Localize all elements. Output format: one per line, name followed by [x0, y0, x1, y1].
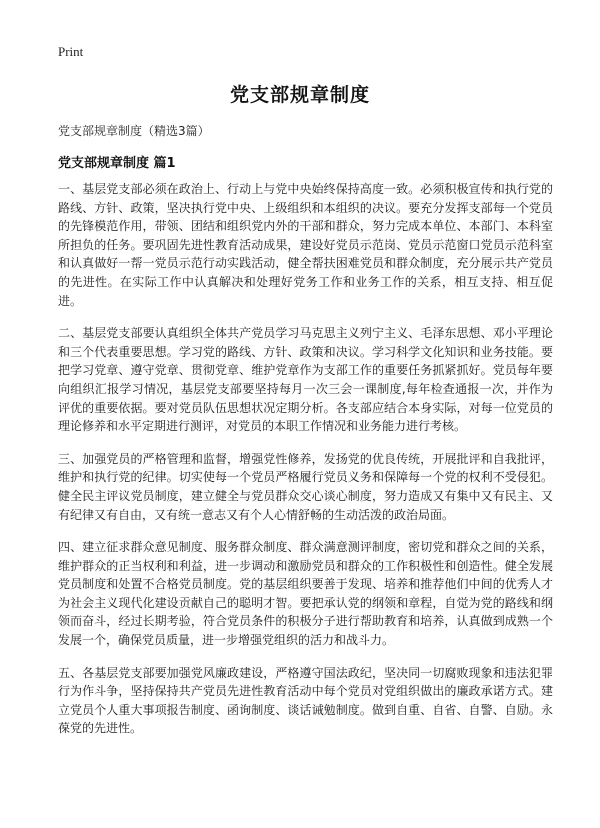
paragraph-1: 一、基层党支部必须在政治上、行动上与党中央始终保持高度一致。必须积极宣传和执行党的路线、方针、政策，坚决执行党中央、上级组织和本组织的决议。要充分发挥支部每一个党员的先锋模范作用，带领、团结和组织党内外的干部和群众，努力完成本单位、本部门、本科室所担负的任务。要巩固先进性教育活动成果，建设好党员示范岗、党员示范窗口党员示范科室和认真做好一帮一党员示范行动实践活动，健全帮扶困难党员和群众制度，充分展示共产党员的先进性。在实际工作中认真解决和处理好党务工作和业务工作的关系，相互支持、相互促进。: [58, 182, 553, 308]
paragraph-3: 三、加强党员的严格管理和监督，增强党性修养，发扬党的优良传统，开展批评和自我批评，维护和执行党的纪律。切实使每一个党员严格履行党员义务和保障每一个党的权利不受侵犯。健全民主评议党员制度，建立健全与党员群众交心谈心制度，努力造成又有集中又有民主、又有纪律又有自由，又有统一意志又有个人心情舒畅的生动活泼的政治局面。: [58, 451, 553, 522]
print-link[interactable]: Print: [58, 44, 84, 59]
paragraph-2: 二、基层党支部要认真组织全体共产党员学习马克思主义列宁主义、毛泽东思想、邓小平理论和三个代表重要思想。学习党的路线、方针、政策和决议。学习科学文化知识和业务技能。要把学习党章、遵守党章、贯彻党章、维护党章作为支部工作的重要任务抓紧抓好。党员每年要向组织汇报学习情况，基层党支部要坚持每月一次三会一课制度,每年检查通报一次，并作为评优的重要依据。要对党员队伍思想状况定期分析。各支部应结合本身实际，对每一位党员的理论修养和水平定期进行测评，对党员的本职工作情况和业务能力进行考核。: [58, 326, 553, 434]
document-body: [58, 180, 553, 752]
paragraph-4: 四、建立征求群众意见制度、服务群众制度、群众满意测评制度，密切党和群众之间的关系，维护群众的正当权利和利益，进一步调动和激励党员和群众的工作积极性和创造性。健全发展党员制度和处置不合格党员制度。党的基层组织要善于发现、培养和推荐他们中间的优秀人才为社会主义现代化建设贡献自己的聪明才智。要把承认党的纲领和章程，自觉为党的路线和纲领而奋斗，经过长期考验，符合党员条件的积极分子进行帮助教育和培养，认真做到成熟一个发展一个，确保党员质量，进一步增强党组织的活力和战斗力。: [58, 540, 553, 648]
paragraph-5: 五、各基层党支部要加强党风廉政建设，严格遵守国法政纪，坚决同一切腐败现象和违法犯罪行为作斗争，坚持保持共产党员先进性教育活动中每个党员对党组织做出的廉政承诺方式。建立党员个人重大事项报告制度、函询制度、谈话诫勉制度。做到自重、自省、自警、自励。永葆党的先进性。: [58, 665, 553, 736]
document-subtitle: 党支部规章制度（精选3篇）: [58, 124, 210, 138]
document-title: 党支部规章制度: [229, 84, 370, 106]
section-heading: 党支部规章制度 篇1: [58, 156, 176, 171]
